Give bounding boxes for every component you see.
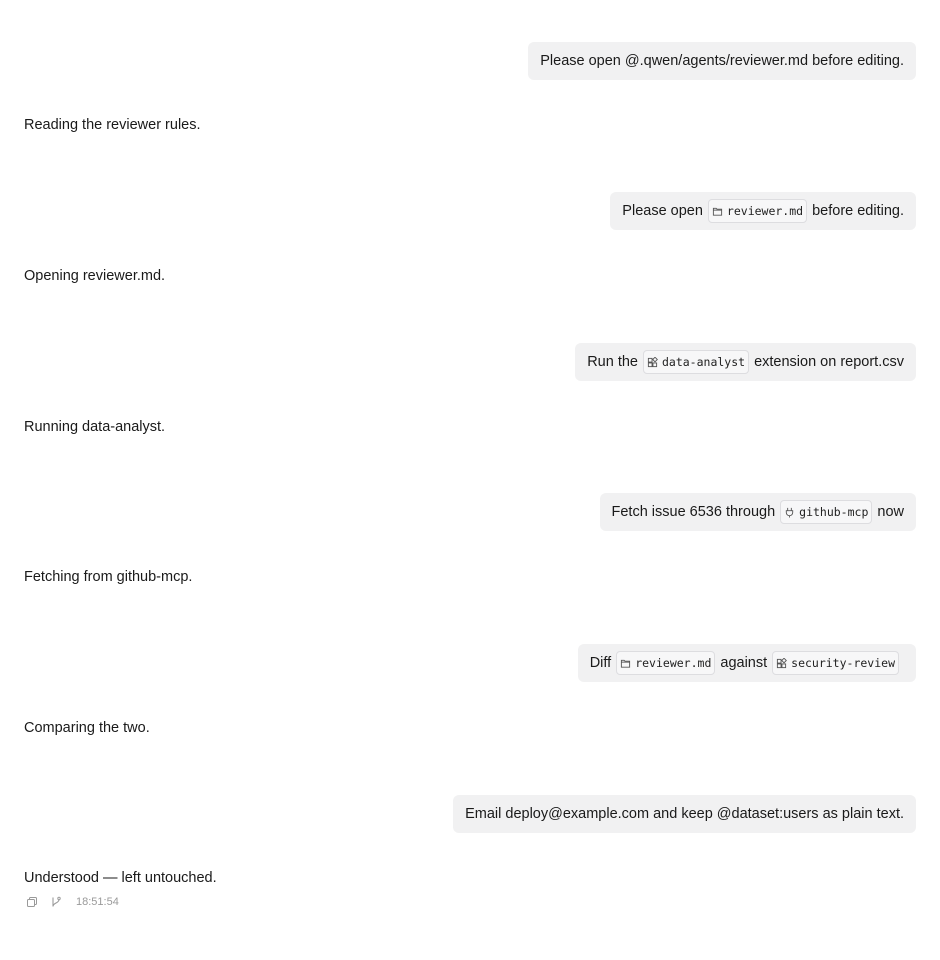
message-text: Please open @.qwen/agents/reviewer.md before editing. [540,53,904,69]
file-mention-chip[interactable] [616,651,715,675]
user-message-2 [24,192,916,230]
assistant-message-3: Running data-analyst. [24,419,166,435]
chip-label: github-mcp [799,505,869,519]
file-mention-chip[interactable] [708,199,807,223]
assistant-message-6: Understood — left untouched. [24,870,217,886]
extension-mention-chip[interactable] [772,651,899,675]
chip-label: data-analyst [661,355,746,369]
user-message-1 [24,42,916,80]
branch-icon[interactable] [50,896,62,908]
assistant-message-4: Fetching from github-mcp. [24,569,193,585]
chip-label: security-review [791,656,895,670]
assistant-message-5: Comparing the two. [24,720,150,736]
user-message-5 [24,644,916,682]
user-bubble [528,42,916,80]
user-bubble [575,343,916,381]
user-message-6 [24,795,916,833]
message-text: Fetch issue 6536 through [611,504,776,520]
message-actions [26,896,119,908]
message-text: Please open [622,203,703,219]
message-text: before editing. [812,203,904,219]
message-text: Run the [587,354,638,370]
user-message-4 [24,493,916,531]
extension-icon [647,357,658,368]
copy-icon[interactable] [26,896,38,908]
extension-icon [776,658,787,669]
message-text: against [720,655,768,671]
assistant-message-1: Reading the reviewer rules. [24,117,201,133]
chip-label: reviewer.md [635,656,712,670]
file-icon [620,658,631,669]
user-message-3 [24,343,916,381]
mcp-mention-chip[interactable] [780,500,872,524]
chip-label: reviewer.md [726,204,804,218]
message-text: now [877,504,904,520]
file-icon [712,206,723,217]
user-bubble [453,795,916,833]
assistant-message-2: Opening reviewer.md. [24,268,166,284]
message-text: Email deploy@example.com and keep @dataset:users as plain text. [465,806,904,822]
user-bubble [610,192,916,230]
extension-mention-chip[interactable] [643,350,749,374]
message-timestamp: 18:51:54 [76,896,119,908]
message-text: Diff [589,655,612,671]
plug-icon [784,507,795,518]
message-text: extension on report.csv [754,354,904,370]
user-bubble [578,644,916,682]
user-bubble [600,493,917,531]
